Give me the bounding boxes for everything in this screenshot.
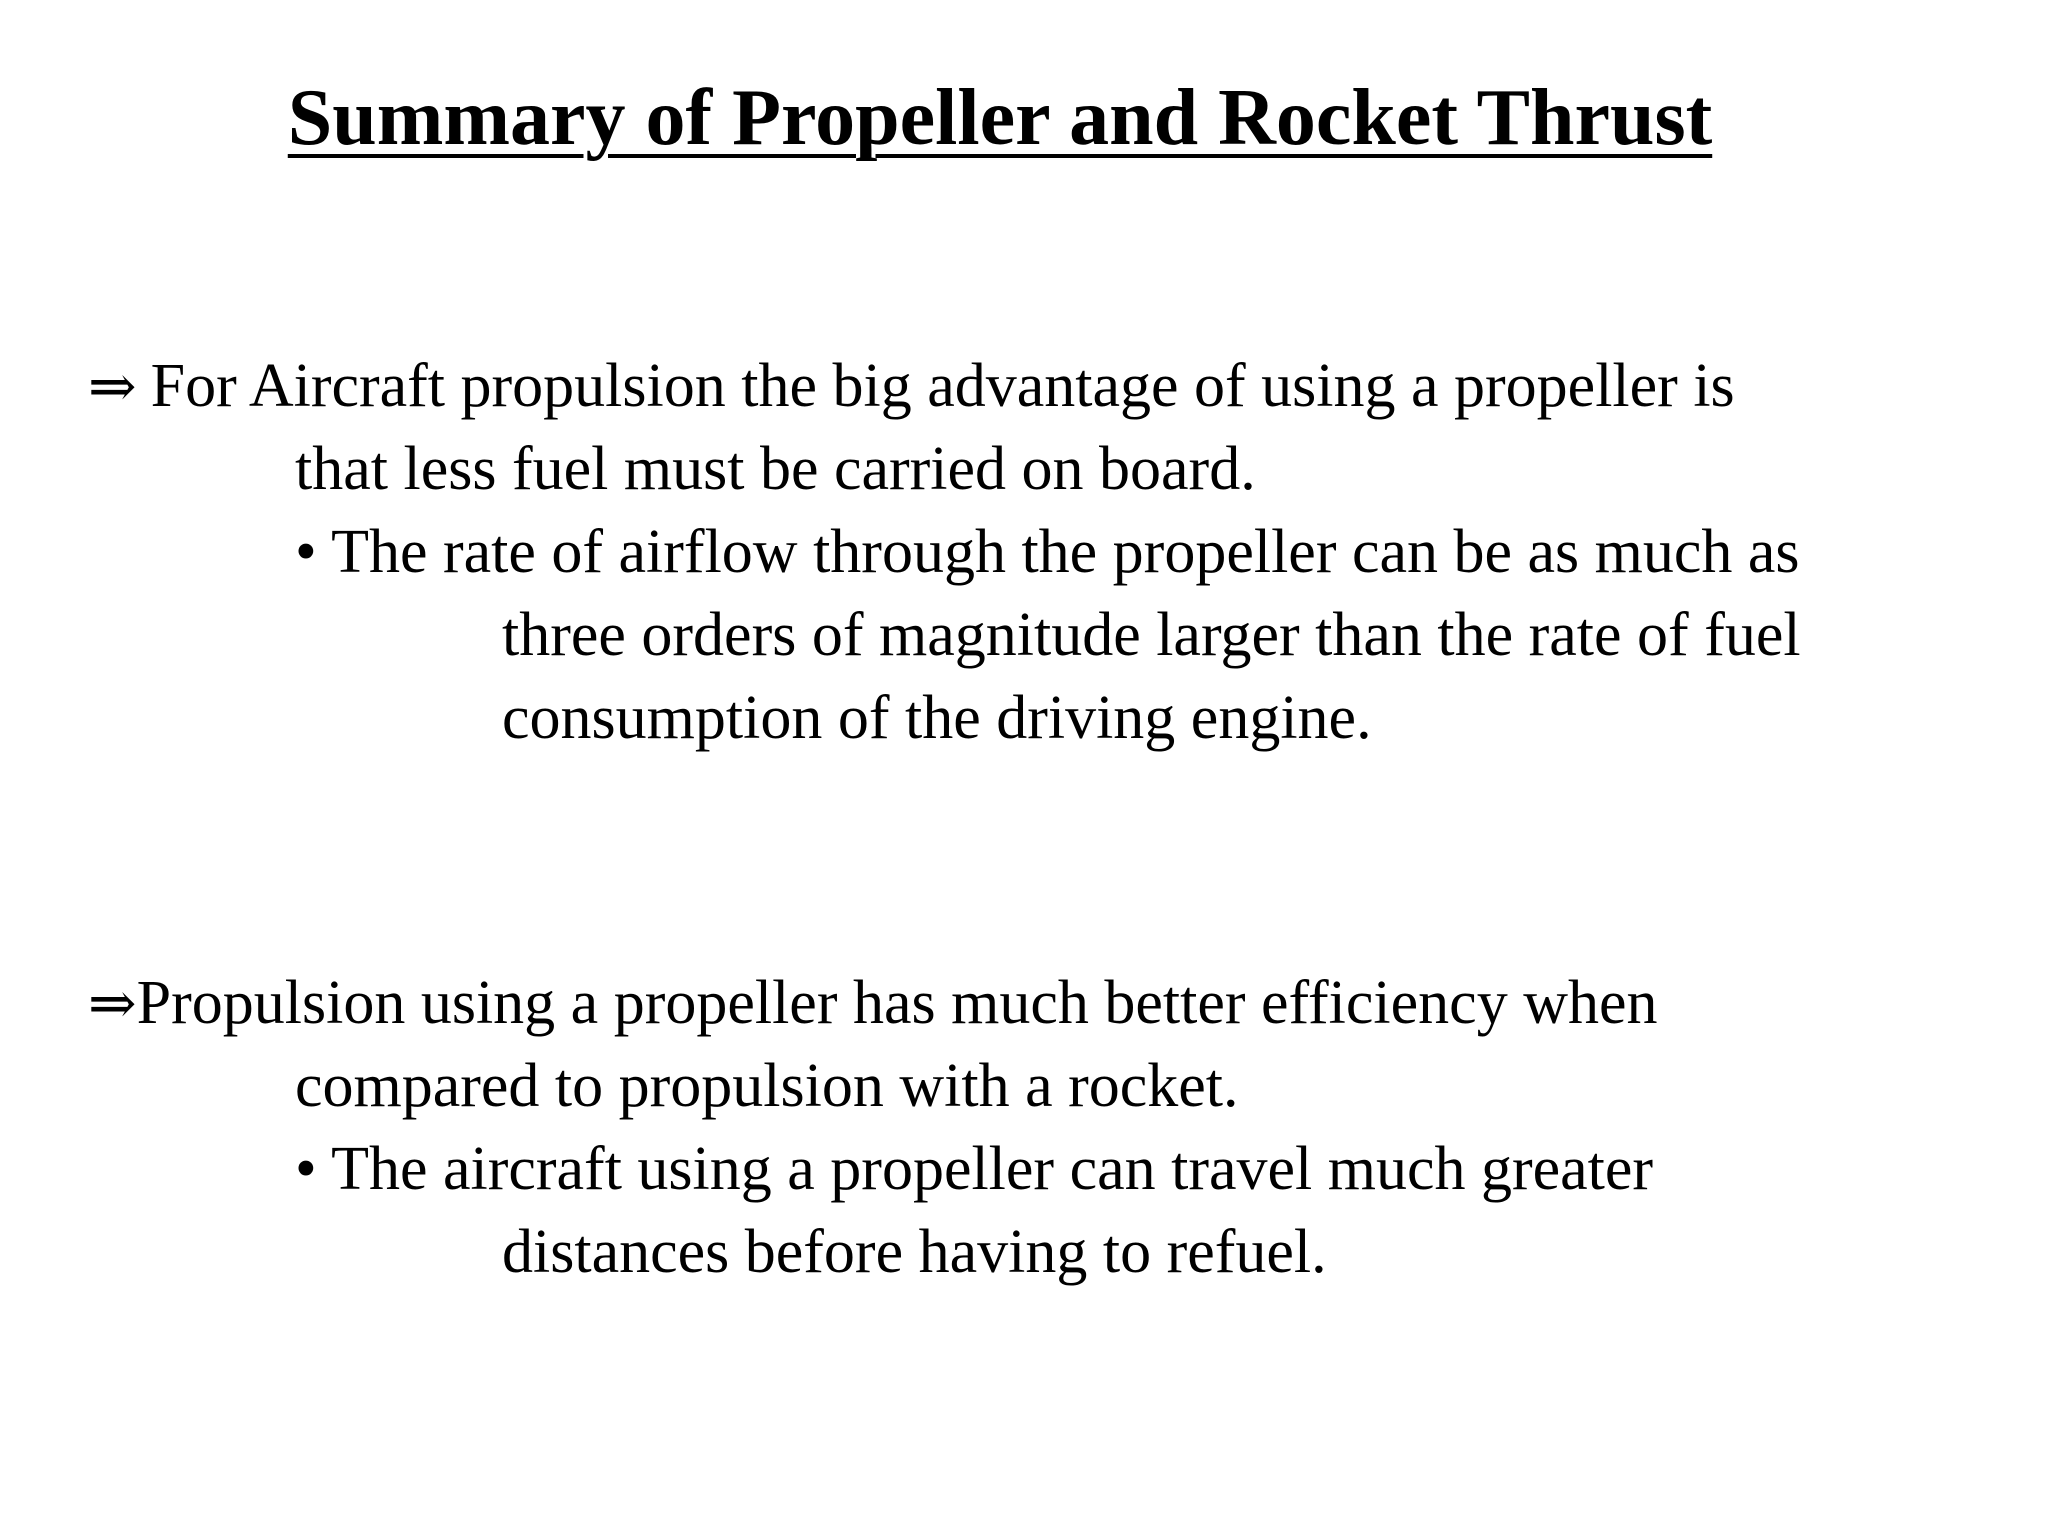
- point-1-sub-line-2: three orders of magnitude larger than the rate of fuel: [502, 601, 1801, 669]
- implies-arrow-icon: ⇒: [88, 969, 137, 1037]
- point-1-sub-line-3: consumption of the driving engine.: [502, 684, 1372, 752]
- point-1-line-2: that less fuel must be carried on board.: [295, 435, 1256, 503]
- point-2-line-2: compared to propulsion with a rocket.: [295, 1052, 1239, 1120]
- slide-title: Summary of Propeller and Rocket Thrust: [287, 74, 1713, 162]
- point-1-text: For Aircraft propulsion the big advantage of using a propeller is: [150, 352, 1735, 420]
- point-2-sub-line-1: • The aircraft using a propeller can travel much greater: [295, 1135, 1654, 1203]
- point-1-sub-line-1: • The rate of airflow through the propeller can be as much as: [295, 518, 1800, 586]
- point-1-line-1: [88, 345, 1735, 427]
- implies-arrow-icon: ⇒: [88, 352, 137, 420]
- point-2-text: Propulsion using a propeller has much better efficiency when: [136, 969, 1658, 1037]
- point-2-sub-line-2: distances before having to refuel.: [502, 1218, 1327, 1286]
- point-2-line-1: [88, 962, 1658, 1044]
